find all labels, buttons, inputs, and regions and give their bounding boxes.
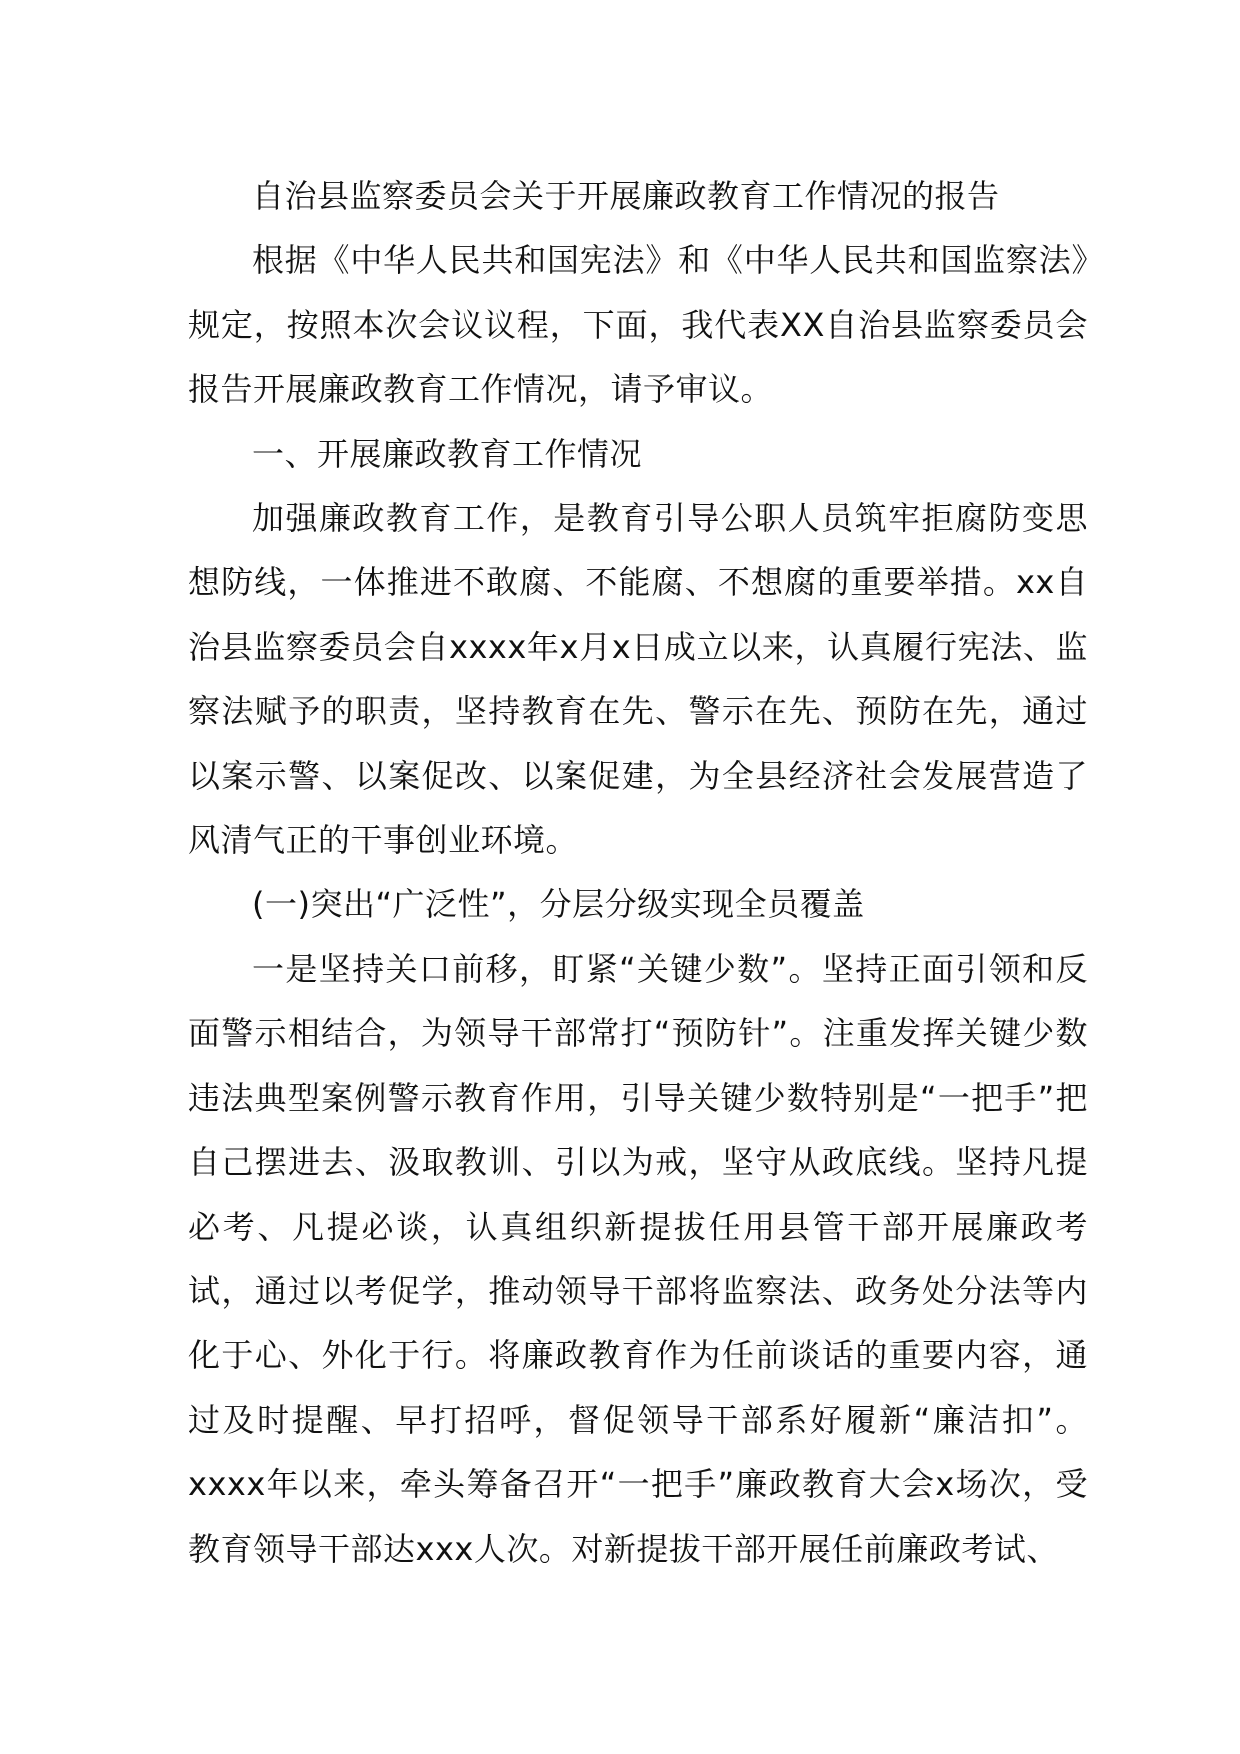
paragraph-overview: 加强廉政教育工作，是教育引导公职人员筑牢拒腐防变思想防线，一体推进不敢腐、不能腐、不想腐的重要举措。xx自治县监察委员会自xxxx年x月x日成立以来，认真履行宪法、监察法赋予的职责，坚持教育在先、警示在先、预防在先，通过以案示警、以案促改、以案促建，为全县经济社会发展营造了风清气正的干事创业环境。: [188, 499, 1088, 860]
document-title: 自治县监察委员会关于开展廉政教育工作情况的报告: [252, 177, 1000, 215]
paragraph-key-minority: 一是坚持关口前移，盯紧“关键少数”。坚持正面引领和反面警示相结合，为领导干部常打“预防针”。注重发挥关键少数违法典型案例警示教育作用，引导关键少数特别是“一把手”把自己摆进去、汲取教训、引以为戒，坚守从政底线。坚持凡提必考、凡提必谈，认真组织新提拔任用县管干部开展廉政考试，通过以考促学，推动领导干部将监察法、政务处分法等内化于心、外化于行。将廉政教育作为任前谈话的重要内容，通过及时提醒、早打招呼，督促领导干部系好履新“廉洁扣”。xxxx年以来，牵头筹备召开“一把手”廉政教育大会x场次，受教育领导干部达xxx人次。对新提拔干部开展任前廉政考试、: [188, 949, 1088, 1568]
paragraph-intro: 根据《中华人民共和国宪法》和《中华人民共和国监察法》规定，按照本次会议议程，下面，我代表XX自治县监察委员会报告开展廉政教育工作情况，请予审议。: [188, 241, 1088, 409]
document-body: [188, 164, 1088, 1581]
subsection-heading-1: (一)突出“广泛性”，分层分级实现全员覆盖: [252, 885, 865, 924]
section-heading-1: 一、开展廉政教育工作情况: [252, 434, 643, 473]
